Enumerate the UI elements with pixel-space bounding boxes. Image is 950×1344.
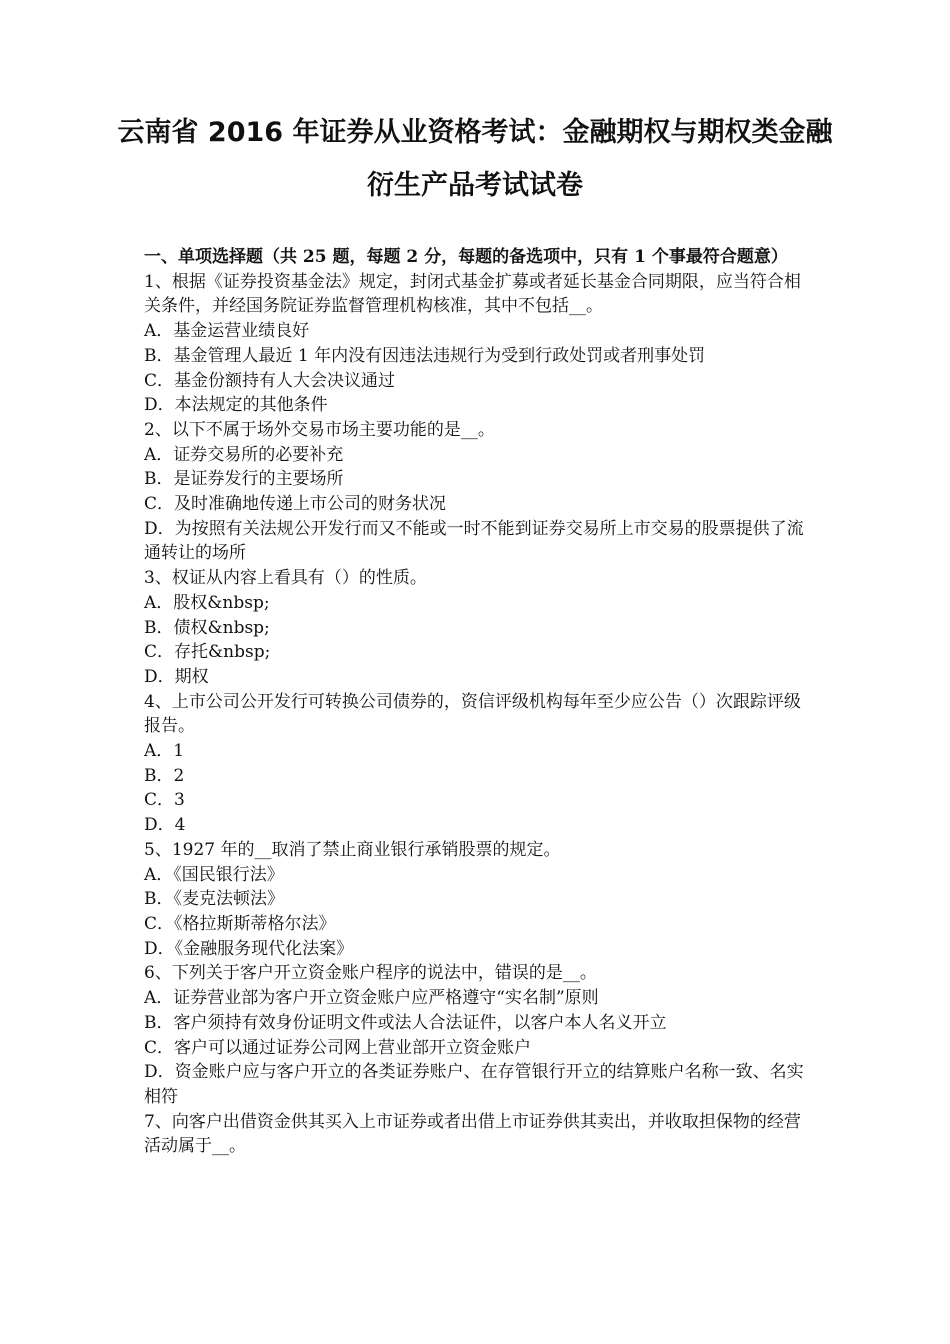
answer-option: C．及时准确地传递上市公司的财务状况 — [144, 494, 447, 515]
answer-option: D．《金融服务现代化法案》 — [144, 938, 354, 959]
answer-option: C．3 — [144, 790, 185, 811]
answer-option: D．为按照有关法规公开发行而又不能或一时不能到证券交易所上市交易的股票提供了流通转让的场所 — [144, 518, 804, 564]
answer-option: B．2 — [144, 765, 185, 786]
answer-option: B．是证券发行的主要场所 — [144, 469, 344, 490]
question-block — [144, 418, 814, 566]
question-block — [144, 270, 814, 418]
title-line-2: 衍生产品考试试卷 — [367, 170, 583, 201]
answer-option: D．本法规定的其他条件 — [144, 395, 328, 416]
answer-option: A．基金运营业绩良好 — [144, 321, 310, 342]
answer-option: A．1 — [144, 741, 185, 762]
question-stem: 6、下列关于客户开立资金账户程序的说法中，错误的是__。 — [144, 963, 597, 984]
question-stem: 1、根据《证券投资基金法》规定，封闭式基金扩募或者延长基金合同期限，应当符合相关条件，并经国务院证券监督管理机构核准，其中不包括__。 — [144, 271, 801, 317]
question-block — [144, 1110, 814, 1159]
question-block — [144, 838, 814, 962]
answer-option: A．《国民银行法》 — [144, 864, 284, 885]
answer-option: D．期权 — [144, 666, 209, 687]
answer-option: B．客户须持有效身份证明文件或法人合法证件，以客户本人名义开立 — [144, 1012, 667, 1033]
question-block — [144, 961, 814, 1109]
question-stem: 3、权证从内容上看具有（）的性质。 — [144, 568, 427, 589]
answer-option: A．股权&nbsp; — [144, 592, 270, 613]
question-stem: 7、向客户出借资金供其买入上市证券或者出借上市证券供其卖出，并收取担保物的经营活动属于__。 — [144, 1111, 801, 1157]
question-stem: 2、以下不属于场外交易市场主要功能的是__。 — [144, 419, 495, 440]
answer-option: C．存托&nbsp; — [144, 642, 271, 663]
question-block — [144, 690, 814, 838]
answer-option: B．《麦克法顿法》 — [144, 889, 284, 910]
answer-option: B．基金管理人最近 1 年内没有因违法违规行为受到行政处罚或者刑事处罚 — [144, 345, 706, 366]
section-heading: 一、单项选择题（共 25 题，每题 2 分，每题的备选项中，只有 1 个事最符合题意） — [144, 247, 788, 267]
question-stem: 4、上市公司公开发行可转换公司债券的，资信评级机构每年至少应公告（）次跟踪评级报告。 — [144, 691, 801, 737]
answer-option: D．资金账户应与客户开立的各类证券账户、在存管银行开立的结算账户名称一致、名实相符 — [144, 1062, 804, 1107]
answer-option: C．基金份额持有人大会决议通过 — [144, 370, 396, 391]
question-block — [144, 566, 814, 690]
answer-option: B．债权&nbsp; — [144, 617, 270, 638]
question-list — [144, 270, 814, 1159]
document-title — [100, 106, 850, 212]
title-line-1: 云南省 2016 年证券从业资格考试：金融期权与期权类金融 — [117, 117, 833, 148]
answer-option: A．证券交易所的必要补充 — [144, 444, 344, 465]
exam-body — [144, 245, 814, 1159]
question-stem: 5、1927 年的__取消了禁止商业银行承销股票的规定。 — [144, 839, 561, 860]
answer-option: C．客户可以通过证券公司网上营业部开立资金账户 — [144, 1037, 532, 1058]
answer-option: D．4 — [144, 815, 186, 836]
answer-option: A．证券营业部为客户开立资金账户应严格遵守“实名制”原则 — [144, 988, 599, 1009]
answer-option: C．《格拉斯斯蒂格尔法》 — [144, 913, 336, 934]
